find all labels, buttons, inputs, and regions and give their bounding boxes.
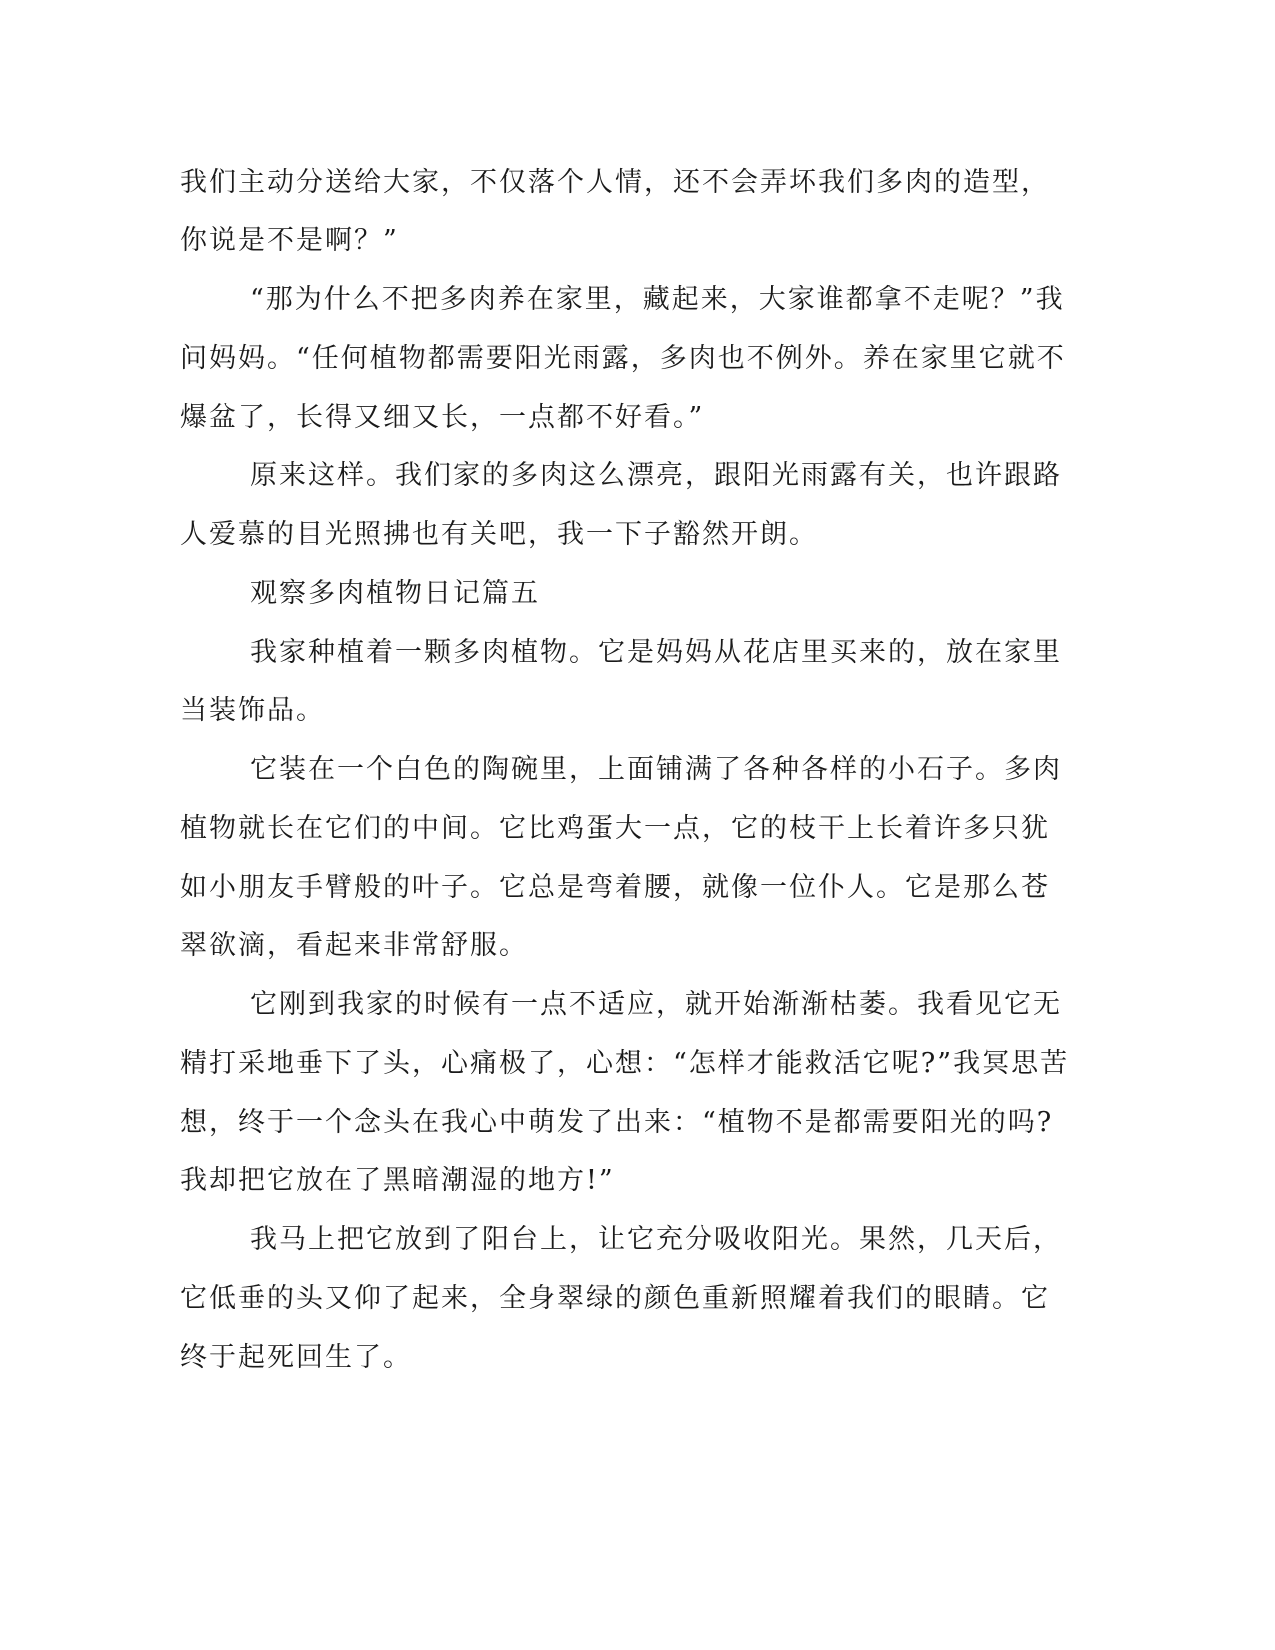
text-line: 翠欲滴，看起来非常舒服。 [180,930,528,961]
section-heading: 观察多肉植物日记篇五 [250,578,540,609]
text-line: 原来这样。我们家的多肉这么漂亮，跟阳光雨露有关，也许跟路 [250,460,1062,491]
text-line: 我马上把它放到了阳台上，让它充分吸收阳光。果然，几天后， [250,1224,1062,1255]
text-line: 我却把它放在了黑暗潮湿的地方!” [180,1165,615,1196]
text-line: 人爱慕的目光照拂也有关吧，我一下子豁然开朗。 [180,519,818,550]
text-line: 想，终于一个念头在我心中萌发了出来：“植物不是都需要阳光的吗? [180,1107,1054,1138]
text-line: “那为什么不把多肉养在家里，藏起来，大家谁都拿不走呢？”我 [250,284,1065,315]
text-line: 你说是不是啊？” [180,225,399,256]
text-line: 终于起死回生了。 [180,1342,412,1373]
text-line: 爆盆了，长得又细又长，一点都不好看。” [180,402,705,433]
text-line: 如小朋友手臂般的叶子。它总是弯着腰，就像一位仆人。它是那么苍 [180,872,1050,903]
text-line: 它刚到我家的时候有一点不适应，就开始渐渐枯萎。我看见它无 [250,989,1062,1020]
text-line: 精打采地垂下了头，心痛极了，心想：“怎样才能救活它呢?”我冥思苦 [180,1048,1070,1079]
text-line: 问妈妈。“任何植物都需要阳光雨露，多肉也不例外。养在家里它就不 [180,343,1066,374]
text-line: 当装饰品。 [180,695,325,726]
text-line: 我们主动分送给大家，不仅落个人情，还不会弄坏我们多肉的造型， [180,167,1050,198]
text-line: 它装在一个白色的陶碗里，上面铺满了各种各样的小石子。多肉 [250,754,1062,785]
text-line: 植物就长在它们的中间。它比鸡蛋大一点，它的枝干上长着许多只犹 [180,813,1050,844]
text-line: 我家种植着一颗多肉植物。它是妈妈从花店里买来的，放在家里 [250,637,1062,668]
text-line: 它低垂的头又仰了起来，全身翠绿的颜色重新照耀着我们的眼睛。它 [180,1283,1050,1314]
